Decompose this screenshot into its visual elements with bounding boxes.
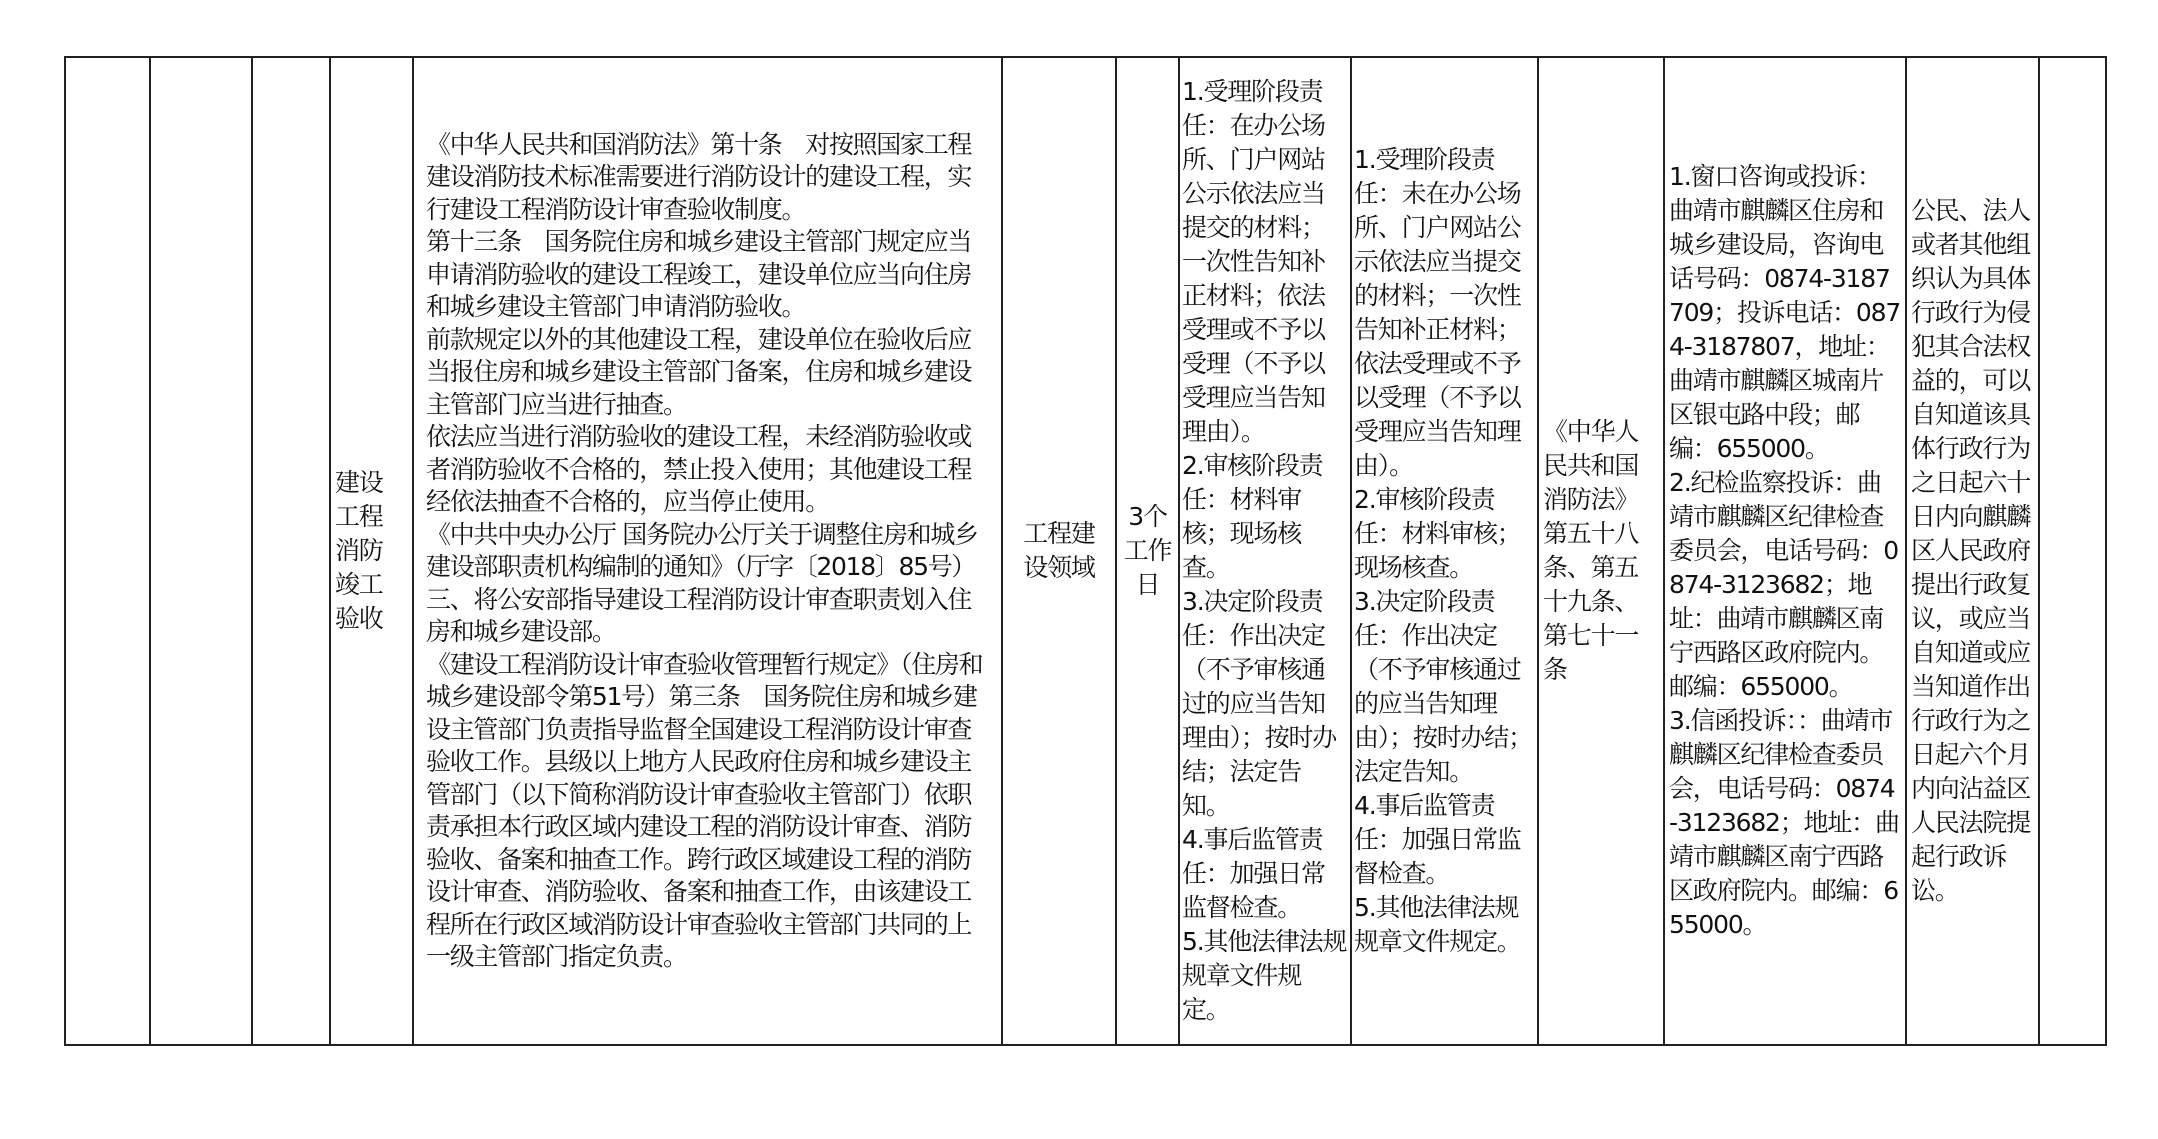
legal-basis-cell: [413, 57, 1002, 1045]
remark-cell: [2039, 57, 2106, 1045]
item-table: [64, 56, 2107, 1046]
penalty-basis-text: 《中华人民共和国消防法》第五十八条、第五十九条、第七十一条: [1543, 417, 1639, 684]
item-name-cell: [330, 57, 413, 1045]
serial-cell: [65, 57, 150, 1045]
time-limit-cell: [1116, 57, 1179, 1045]
table-row: [65, 57, 2106, 1045]
responsibility-text: 1.受理阶段责任：在办公场所、门户网站公示依法应当提交的材料；一次性告知补正材料；依法受理或不予以受理（不予以受理应当告知理由）。 2.审核阶段责任：材料审核；现场核查。 3.决定阶段责任：作出决定（不予审核通过的应当告知理由）；按时办结；法定告知。 4.事后监管责任：加强日常监督检查。 5.其他法律法规规章文件规定。: [1182, 77, 1347, 1024]
item-name: 建设 工程 消防 竣工 验收: [335, 468, 383, 633]
legal-basis-text: 《中华人民共和国消防法》第十条 对按照国家工程建设消防技术标准需要进行消防设计的建设工程，实行建设工程消防设计审查验收制度。 第十三条 国务院住房和城乡建设主管部门规定应当申请消防验收的建设工程竣工，建设单位应当向住房和城乡建设主管部门申请消防验收。 前款规定以外的其他建设工程，建设单位在验收后应当报住房和城乡建设主管部门备案，住房和城乡建设主管部门应当进行抽查。 依法应当进行消防验收的建设工程，未经消防验收或者消防验收不合格的，禁止投入使用；其他建设工程经依法抽查不合格的，应当停止使用。 《中共中央办公厅 国务院办公厅关于调整住房和城乡建设部职责机构编制的通知》（厅字〔2018〕85号）三、将公安部指导建设工程消防设计审查职责划入住房和城乡建设部。 《建设工程消防设计审查验收管理暂行规定》（住房和城乡建设部令第51号）第三条 国务院住房和城乡建设主管部门负责指导监督全国建设工程消防设计审查验收工作。县级以上地方人民政府住房和城乡建设主管部门（以下简称消防设计审查验收主管部门）依职责承担本行政区域内建设工程的消防设计审查、消防验收、备案和抽查工作。跨行政区域建设工程的消防设计审查、消防验收、备案和抽查工作，由该建设工程所在行政区域消防设计审查验收主管部门共同的上一级主管部门指定负责。: [426, 129, 983, 971]
contact-cell: [1664, 57, 1906, 1045]
remedy-text: 公民、法人或者其他组织认为具体行政行为侵犯其合法权益的，可以自知道该具体行政行为之日起六十日内向麒麟区人民政府提出行政复议，或应当自知道或应当知道作出行政行为之日起六个月内向沾益区人民法院提起行政诉讼。: [1911, 196, 2031, 905]
main-item-cell: [252, 57, 330, 1045]
type-cell: [150, 57, 252, 1045]
responsibility-cell: [1179, 57, 1351, 1045]
domain-cell: [1002, 57, 1116, 1045]
domain-text: 工程建 设领域: [1023, 519, 1095, 582]
contact-text: 1.窗口咨询或投诉：曲靖市麒麟区住房和城乡建设局，咨询电话号码：0874-3187709；投诉电话：0874-3187807，地址：曲靖市麒麟区城南片区银屯路中段；邮编：655000。 2.纪检监察投诉：曲靖市麒麟区纪律检查委员会，电话号码：0874-3123682；地址：曲靖市麒麟区南宁西路区政府院内。邮编：655000。 3.信函投诉：：曲靖市麒麟区纪律检查委员会，电话号码：0874-3123682；地址：曲靖市麒麟区南宁西路区政府院内。邮编：655000。: [1669, 162, 1901, 939]
penalty-basis-cell: [1538, 57, 1664, 1045]
accountability-text: 1.受理阶段责任：未在办公场所、门户网站公示依法应当提交的材料；一次性告知补正材料；依法受理或不予以受理（不予以受理应当告知理由）。 2.审核阶段责任：材料审核；现场核查。 3.决定阶段责任：作出决定（不予审核通过的应当告知理由）；按时办结；法定告知。 4.事后监管责任：加强日常监督检查。 5.其他法律法规规章文件规定。: [1354, 145, 1532, 956]
remedy-cell: [1906, 57, 2039, 1045]
accountability-cell: [1351, 57, 1538, 1045]
time-limit-text: 3个 工作 日: [1123, 502, 1172, 599]
